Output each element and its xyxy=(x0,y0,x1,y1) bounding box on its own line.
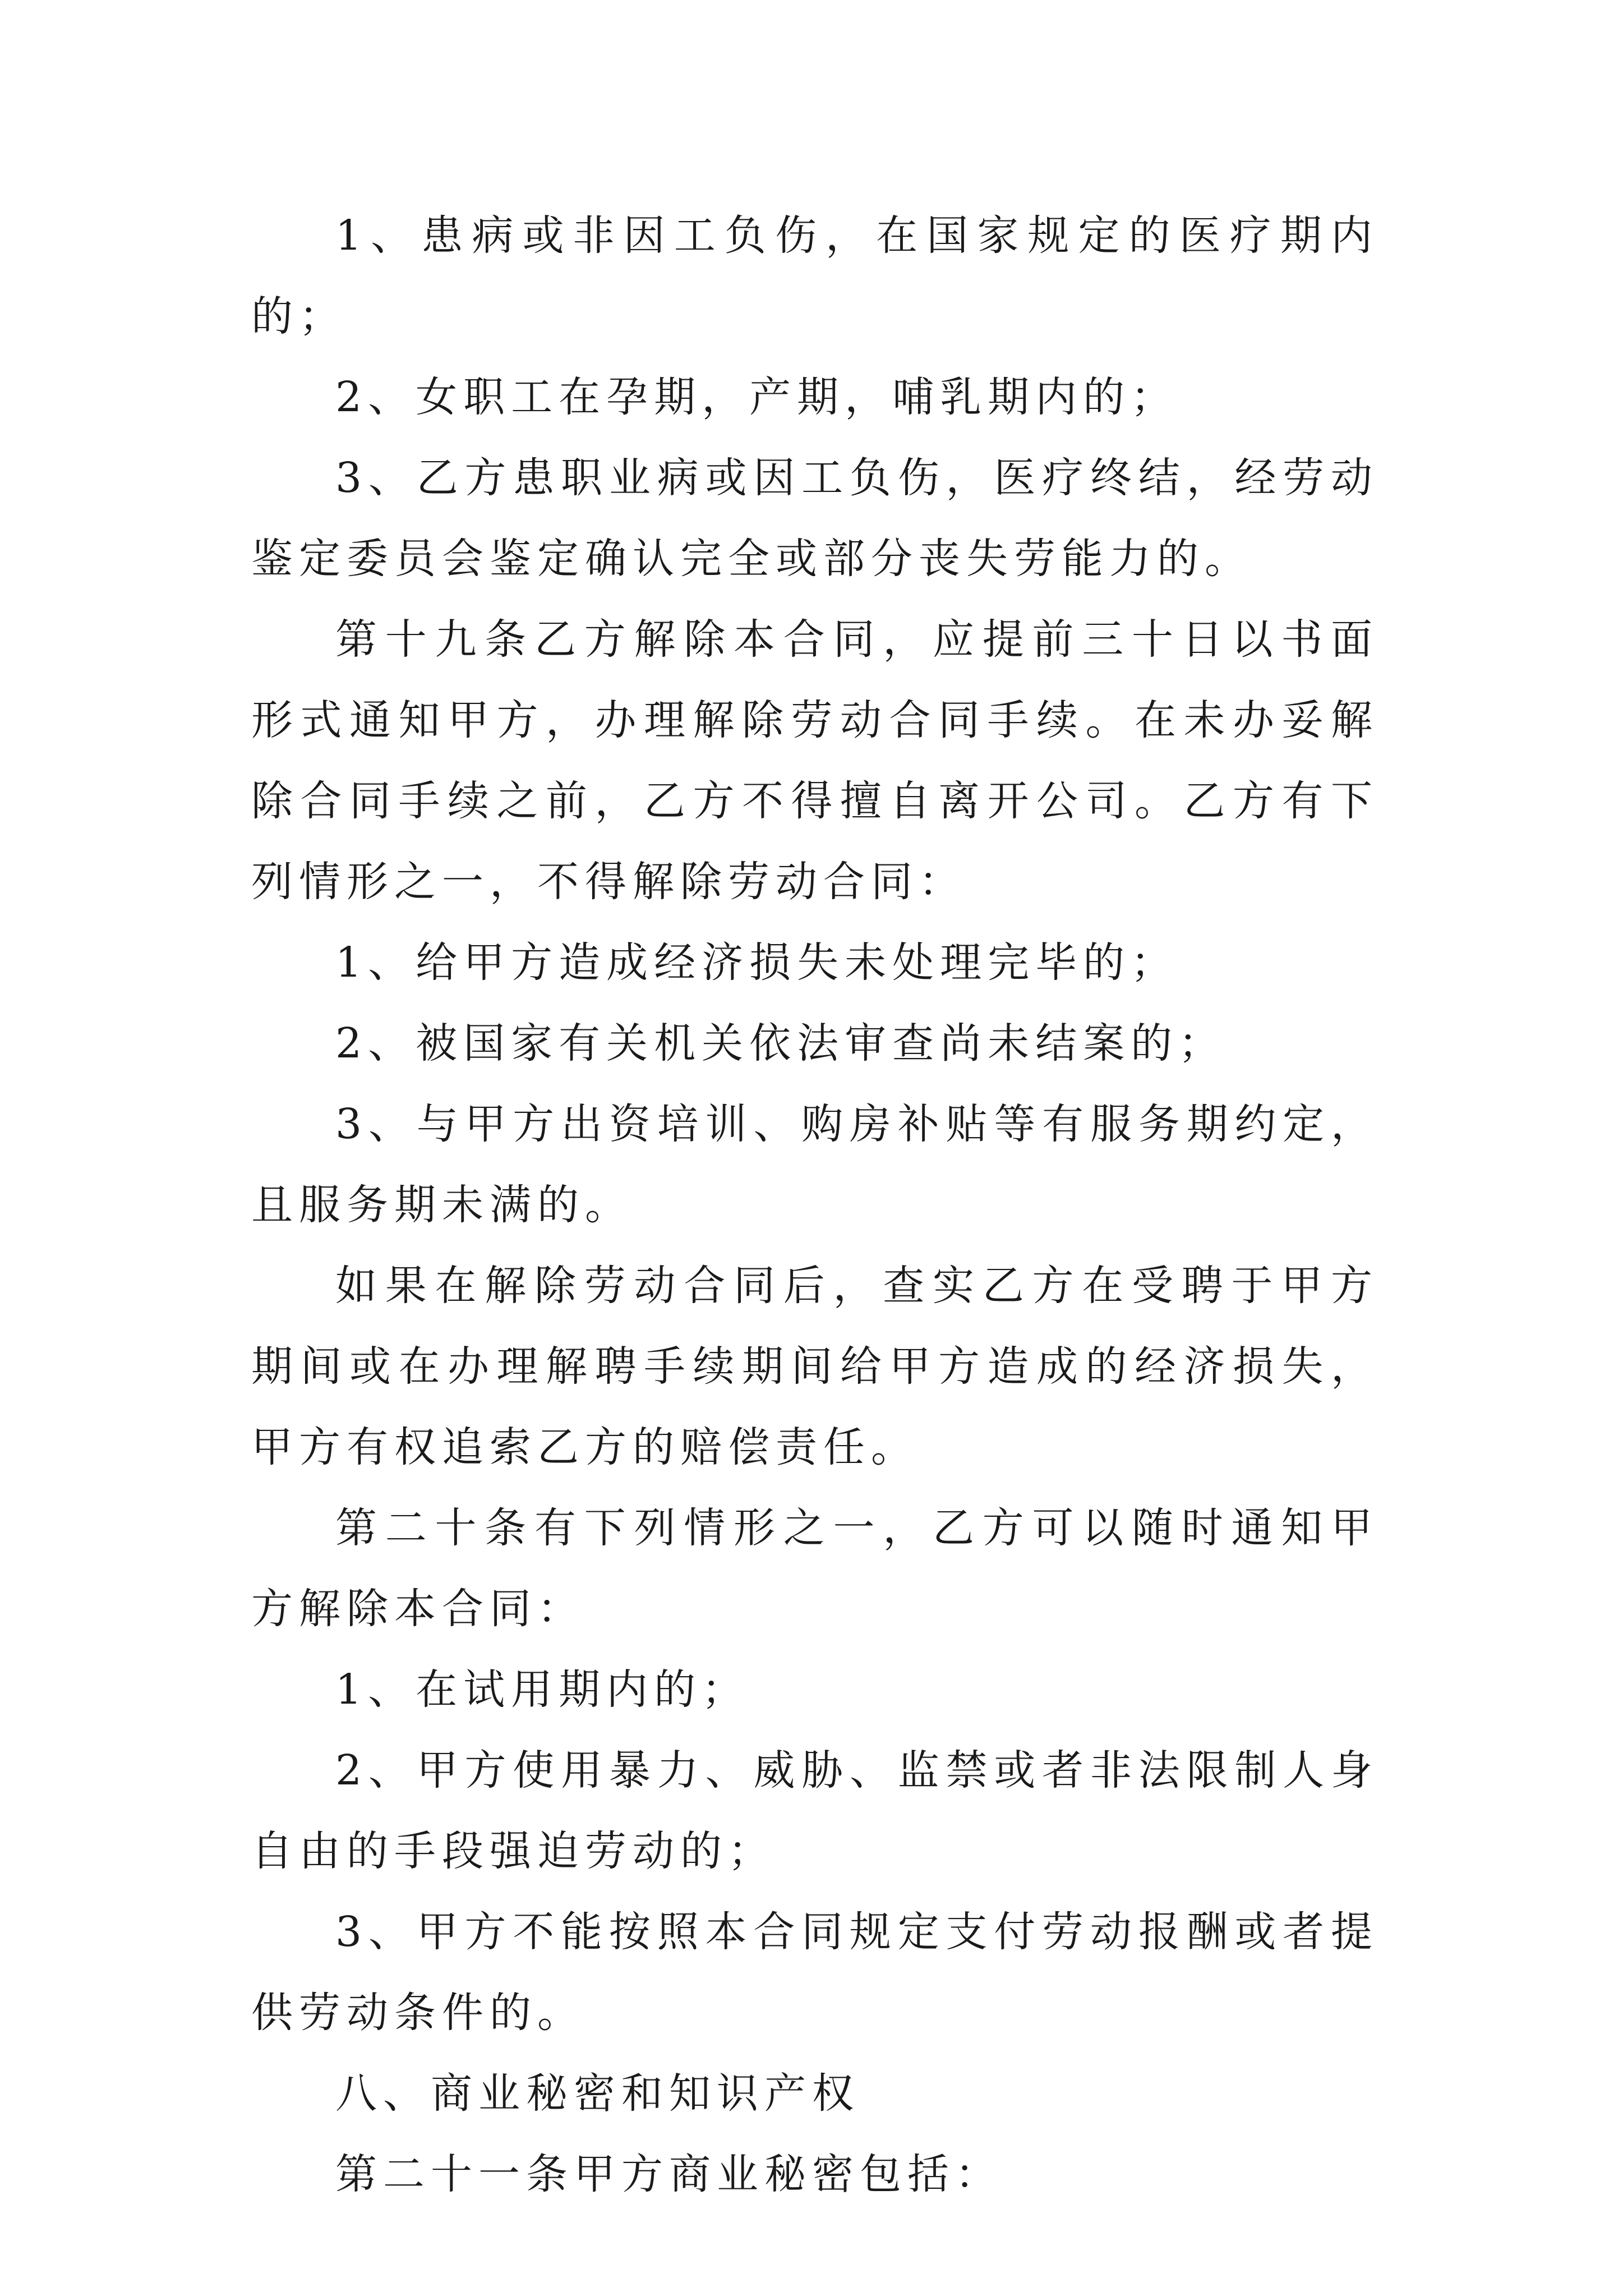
section-heading: 八、商业秘密和知识产权 xyxy=(335,2069,860,2118)
paragraph: 如果在解除劳动合同后，查实乙方在受聘于甲方期间或在办理解聘手续期间给甲方造成的经济损失，甲方有权追索乙方的赔偿责任。 xyxy=(251,1262,1378,1471)
paragraph: 第二十一条甲方商业秘密包括： xyxy=(335,2150,1003,2198)
document-body xyxy=(251,195,1378,2215)
paragraph: 第十九条乙方解除本合同，应提前三十日以书面形式通知甲方，办理解除劳动合同手续。在未办妥解除合同手续之前，乙方不得擅自离开公司。乙方有下列情形之一，不得解除劳动合同： xyxy=(251,615,1378,906)
paragraph: 1、在试用期内的； xyxy=(335,1665,750,1714)
paragraph: 2、甲方使用暴力、威胁、监禁或者非法限制人身自由的手段强迫劳动的； xyxy=(251,1746,1378,1875)
paragraph: 1、患病或非因工负伤，在国家规定的医疗期内的； xyxy=(251,211,1378,341)
paragraph: 1、给甲方造成经济损失未处理完毕的； xyxy=(335,938,1179,987)
paragraph: 3、甲方不能按照本合同规定支付劳动报酬或者提供劳动条件的。 xyxy=(251,1908,1378,2037)
paragraph: 2、被国家有关机关依法审查尚未结案的； xyxy=(335,1019,1227,1068)
paragraph: 2、女职工在孕期，产期，哺乳期内的； xyxy=(335,373,1179,421)
paragraph: 第二十条有下列情形之一，乙方可以随时通知甲方解除本合同： xyxy=(251,1504,1378,1633)
paragraph: 3、与甲方出资培训、购房补贴等有服务期约定，且服务期未满的。 xyxy=(251,1100,1378,1229)
paragraph: 3、乙方患职业病或因工负伤，医疗终结，经劳动鉴定委员会鉴定确认完全或部分丧失劳能力的。 xyxy=(251,454,1378,583)
